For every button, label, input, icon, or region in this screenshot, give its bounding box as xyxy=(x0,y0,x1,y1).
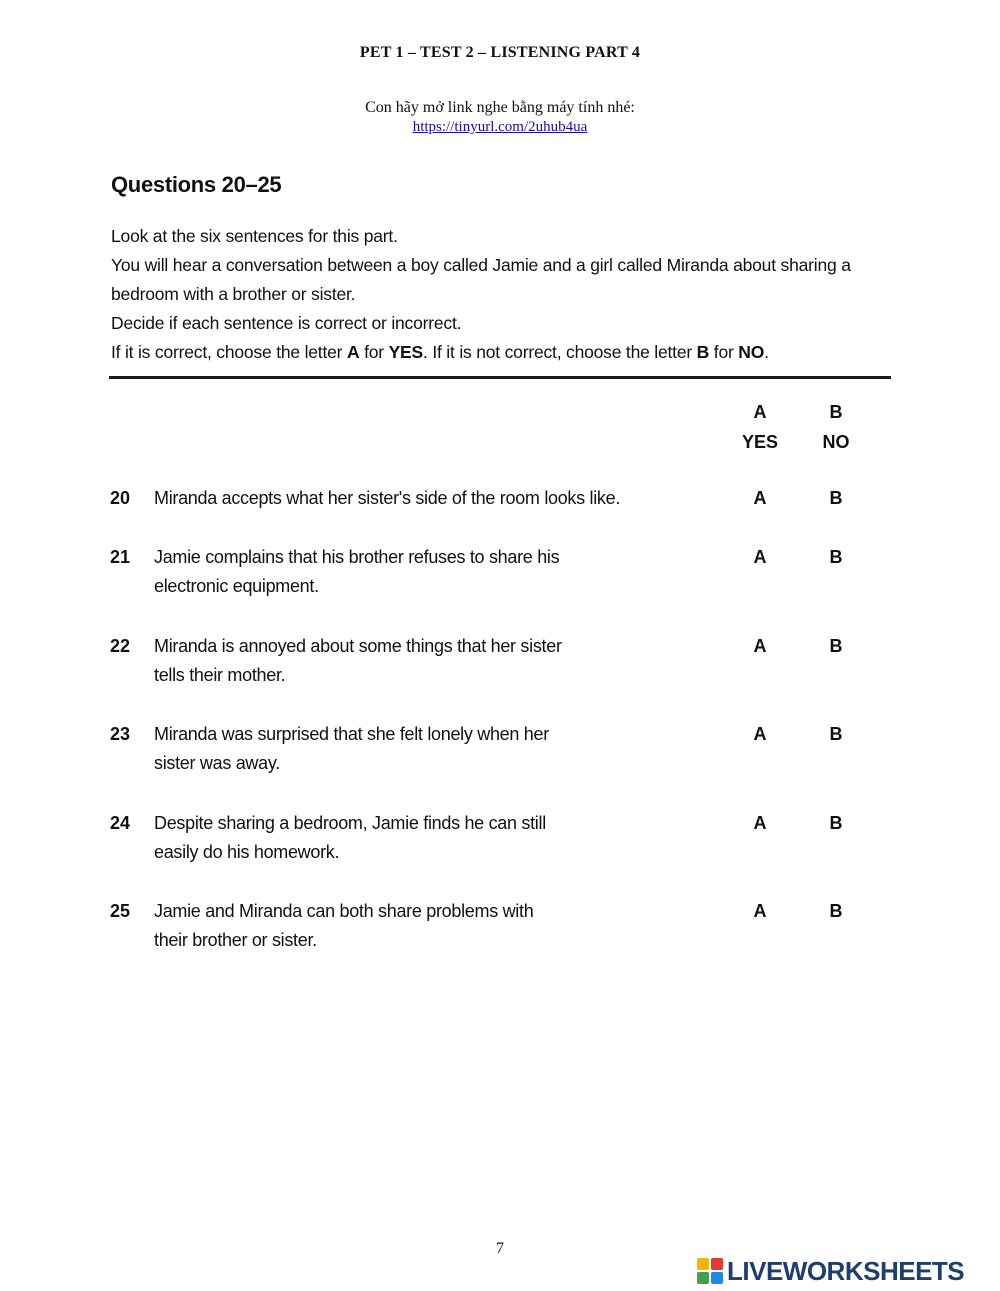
column-letter-b: B xyxy=(829,402,843,422)
question-number: 24 xyxy=(110,813,131,833)
option-b-no[interactable]: B xyxy=(829,488,843,508)
option-b-no[interactable]: B xyxy=(829,813,843,833)
questions-heading: Questions 20–25 xyxy=(111,172,282,197)
option-a-yes[interactable]: A xyxy=(753,813,767,833)
liveworksheets-logo-icon xyxy=(697,1258,723,1284)
document-title: PET 1 – TEST 2 – LISTENING PART 4 xyxy=(359,44,641,61)
option-a-yes[interactable]: A xyxy=(753,547,767,567)
audio-link[interactable]: https://tinyurl.com/2uhub4ua xyxy=(412,119,588,135)
question-text: Miranda accepts what her sister's side of the room looks like. xyxy=(154,488,621,508)
question-number: 25 xyxy=(110,901,131,921)
question-text: Miranda is annoyed about some things that her sister tells their mother. xyxy=(154,636,562,685)
question-text: Miranda was surprised that she felt lonely when her sister was away. xyxy=(154,724,549,773)
page-number: 7 xyxy=(496,1240,504,1257)
option-b-no[interactable]: B xyxy=(829,724,843,744)
intro-line: You will hear a conversation between a boy called Jamie and a girl called Miranda about sharing a bedroom with a brother or sister. xyxy=(111,255,851,304)
intro-instructions xyxy=(111,222,911,367)
question-number: 20 xyxy=(110,488,131,508)
column-label-yes: YES xyxy=(741,432,779,452)
listening-instruction: Con hãy mở link nghe bằng máy tính nhé: xyxy=(365,99,635,116)
section-divider xyxy=(109,376,891,379)
column-label-no: NO xyxy=(822,432,850,452)
column-header-no xyxy=(806,397,866,457)
option-a-yes[interactable]: A xyxy=(753,724,767,744)
audio-link-container xyxy=(0,119,1000,136)
question-number: 23 xyxy=(110,724,131,744)
intro-line: Decide if each sentence is correct or incorrect. xyxy=(111,313,462,333)
column-header-yes xyxy=(730,397,790,457)
option-a-yes[interactable]: A xyxy=(753,636,767,656)
option-b-no[interactable]: B xyxy=(829,547,843,567)
option-a-yes[interactable]: A xyxy=(753,488,767,508)
question-text: Despite sharing a bedroom, Jamie finds he can still easily do his homework. xyxy=(154,813,546,862)
column-letter-a: A xyxy=(753,402,767,422)
brand-text: LIVEWORKSHEETS xyxy=(727,1255,965,1286)
option-b-no[interactable]: B xyxy=(829,636,843,656)
choice-instruction: If it is correct, choose the letter A for YES. If it is not correct, choose the letter B for NO. xyxy=(111,342,769,362)
option-b-no[interactable]: B xyxy=(829,901,843,921)
question-number: 22 xyxy=(110,636,131,656)
intro-line: Look at the six sentences for this part. xyxy=(111,226,398,246)
liveworksheets-brand[interactable] xyxy=(697,1254,964,1288)
question-text: Jamie and Miranda can both share problems with their brother or sister. xyxy=(154,901,534,950)
question-text: Jamie complains that his brother refuses to share his electronic equipment. xyxy=(154,547,560,596)
question-number: 21 xyxy=(110,547,131,567)
option-a-yes[interactable]: A xyxy=(753,901,767,921)
